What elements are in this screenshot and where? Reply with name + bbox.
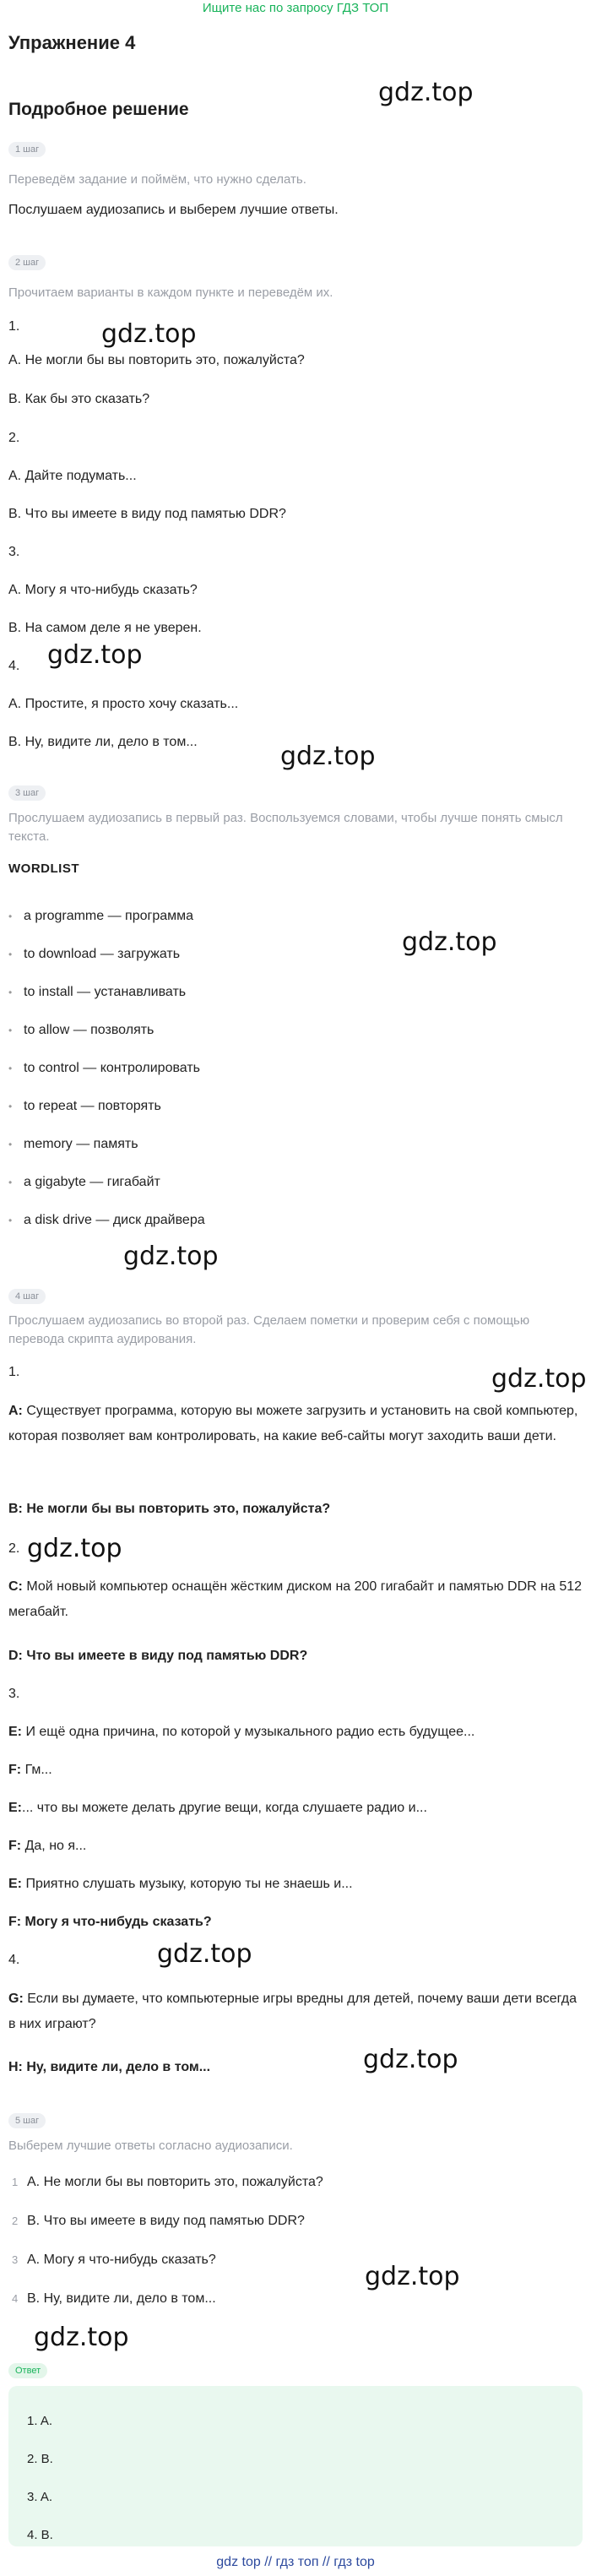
step-badge: 1 шаг — [8, 142, 46, 157]
option-line: A. Простите, я просто хочу сказать... — [8, 697, 239, 711]
wordlist-item: • to control — контролировать — [24, 1061, 200, 1076]
answer-box — [8, 2386, 583, 2546]
step-instruction: Прослушаем аудиозапись в первый раз. Воспользуемся словами, чтобы лучше понять смысл текста. — [8, 811, 563, 844]
page-title: Упражнение 4 — [8, 32, 136, 53]
dialogue-line — [8, 1758, 583, 1783]
speaker-text: Если вы думаете, что компьютерные игры вредны для детей, почему ваши дети всегда в них играют? — [8, 1992, 577, 2031]
step-instruction: Прослушаем аудиозапись во второй раз. Сделаем пометки и проверим себя с помощью перевода скрипта аудирования. — [8, 1313, 530, 1346]
item-number: 4. — [8, 1953, 20, 1967]
solution-heading: Подробное решение — [8, 100, 189, 119]
watermark: gdz.top — [123, 1242, 219, 1271]
dialogue-line — [8, 1399, 583, 1449]
dialogue-line: H: Ну, видите ли, дело в том... — [8, 2060, 211, 2074]
wordlist-item: • to install — устанавливать — [24, 985, 186, 1000]
speaker-text: Гм... — [24, 1763, 52, 1777]
speaker-text: ... что вы можете делать другие вещи, когда слушаете радио и... — [22, 1801, 427, 1815]
list-number: 2 — [12, 2215, 19, 2227]
dialogue-line — [8, 1834, 583, 1859]
option-line: B. Как бы это сказать? — [8, 392, 150, 406]
watermark: gdz.top — [402, 927, 497, 957]
answer-item: 4. B. — [27, 2528, 53, 2542]
answer-item: 3. A. — [27, 2490, 53, 2504]
item-number: 2. — [8, 431, 20, 445]
speaker-text: Приятно слушать музыку, которую ты не знаешь и... — [25, 1877, 353, 1891]
watermark: gdz.top — [34, 2323, 129, 2352]
dialogue-line — [8, 1574, 583, 1625]
step-badge: 3 шаг — [8, 785, 46, 801]
list-item: B. Ну, видите ли, дело в том... — [27, 2291, 216, 2306]
option-line: B. Что вы имеете в виду под памятью DDR? — [8, 507, 286, 521]
option-line: B. На самом деле я не уверен. — [8, 621, 202, 635]
speaker-text: Да, но я... — [24, 1839, 87, 1853]
watermark: gdz.top — [27, 1534, 122, 1563]
footer-links[interactable]: gdz top // гдз топ // гдз top — [216, 2555, 375, 2569]
list-item: B. Что вы имеете в виду под памятью DDR? — [27, 2214, 305, 2228]
watermark: gdz.top — [491, 1364, 587, 1394]
watermark: gdz.top — [280, 742, 376, 771]
speaker-label: E: — [8, 1801, 22, 1815]
speaker-text: Существует программа, которую вы можете загрузить и установить на свой компьютер, которая позволяет вам контролировать, на какие веб-сайты могут заходить ваши дети. — [8, 1404, 578, 1443]
dialogue-line — [8, 1986, 583, 2037]
watermark: gdz.top — [157, 1939, 252, 1969]
list-number: 4 — [12, 2292, 19, 2305]
wordlist-item: • to download — загружать — [24, 947, 180, 962]
option-line: A. Не могли бы вы повторить это, пожалуйста? — [8, 353, 305, 367]
step-instruction: Выберем лучшие ответы согласно аудиозаписи. — [8, 2139, 293, 2153]
step-instruction: Прочитаем варианты в каждом пункте и переведём их. — [8, 285, 333, 300]
list-item: A. Не могли бы вы повторить это, пожалуйста? — [27, 2175, 323, 2189]
step-text: Послушаем аудиозапись и выберем лучшие ответы. — [8, 203, 339, 217]
search-banner[interactable]: Ищите нас по запросу ГДЗ ТОП — [202, 1, 389, 15]
watermark: gdz.top — [47, 640, 143, 670]
answer-badge: Ответ — [8, 2363, 47, 2378]
wordlist-item: • a disk drive — диск драйвера — [24, 1213, 205, 1228]
speaker-text: Мой новый компьютер оснащён жёстким диском на 200 гигабайт и памятью DDR на 512 мегабайт. — [8, 1579, 583, 1619]
list-number: 1 — [12, 2176, 19, 2188]
watermark: gdz.top — [365, 2262, 460, 2291]
speaker-label: F: — [8, 1763, 22, 1777]
step-badge: 4 шаг — [8, 1289, 46, 1304]
watermark: gdz.top — [378, 78, 474, 107]
speaker-label: F: — [8, 1839, 22, 1853]
wordlist-item: • a programme — программа — [24, 909, 193, 924]
item-number: 4. — [8, 659, 20, 673]
speaker-label: A: — [8, 1404, 23, 1418]
item-number: 3. — [8, 545, 20, 559]
step-badge: 5 шаг — [8, 2113, 46, 2128]
step-instruction: Переведём задание и поймём, что нужно сделать. — [8, 172, 306, 187]
dialogue-line: D: Что вы имеете в виду под памятью DDR? — [8, 1649, 308, 1663]
speaker-label: C: — [8, 1579, 23, 1594]
wordlist-item: • to allow — позволять — [24, 1023, 154, 1038]
wordlist-item: • to repeat — повторять — [24, 1099, 161, 1114]
wordlist-item: • memory — память — [24, 1137, 138, 1152]
speaker-label: E: — [8, 1877, 22, 1891]
list-number: 3 — [12, 2253, 19, 2266]
speaker-label: G: — [8, 1992, 24, 2006]
step-badge: 2 шаг — [8, 255, 46, 270]
dialogue-line — [8, 1720, 583, 1745]
option-line: B. Ну, видите ли, дело в том... — [8, 735, 198, 749]
dialogue-line: F: Могу я что-нибудь сказать? — [8, 1915, 212, 1929]
wordlist-heading: WORDLIST — [8, 861, 79, 876]
dialogue-line — [8, 1872, 583, 1897]
dialogue-line: B: Не могли бы вы повторить это, пожалуйста? — [8, 1502, 331, 1516]
item-number: 1. — [8, 1365, 20, 1379]
watermark: gdz.top — [101, 319, 197, 349]
watermark: gdz.top — [363, 2045, 458, 2074]
answer-item: 2. B. — [27, 2452, 53, 2466]
wordlist-item: • a gigabyte — гигабайт — [24, 1175, 160, 1190]
item-number: 2. — [8, 1541, 20, 1556]
item-number: 3. — [8, 1687, 20, 1701]
speaker-text: И ещё одна причина, по которой у музыкального радио есть будущее... — [25, 1725, 475, 1739]
dialogue-line — [8, 1796, 583, 1821]
speaker-label: E: — [8, 1725, 22, 1739]
option-line: A. Дайте подумать... — [8, 469, 137, 483]
answer-item: 1. A. — [27, 2414, 53, 2428]
option-line: A. Могу я что-нибудь сказать? — [8, 583, 198, 597]
list-item: A. Могу я что-нибудь сказать? — [27, 2253, 216, 2267]
item-number: 1. — [8, 319, 20, 334]
